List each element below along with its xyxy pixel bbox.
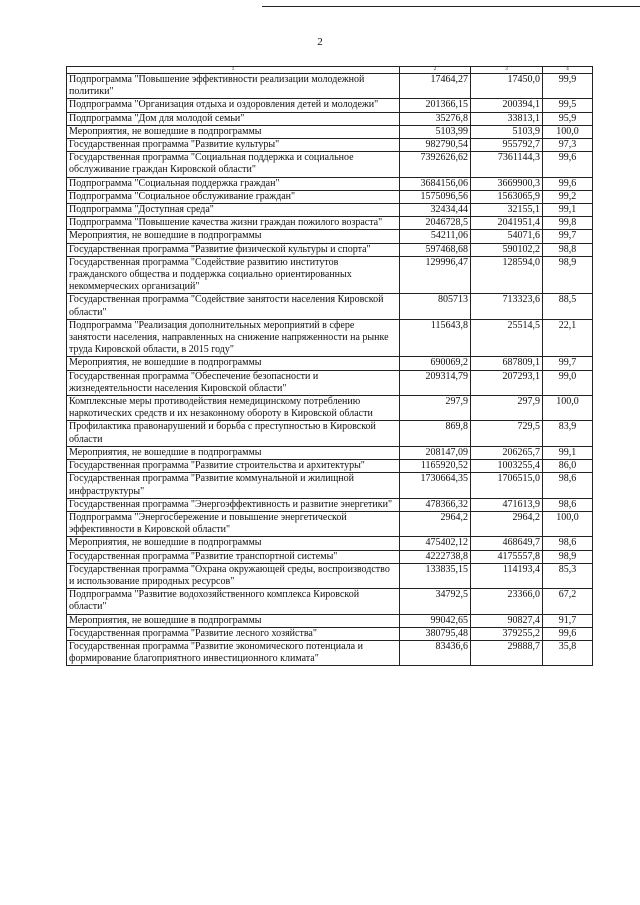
table-row <box>67 357 593 370</box>
row-name-cell: Подпрограмма "Социальное обслуживание граждан" <box>67 190 400 203</box>
row-name-cell: Государственная программа "Развитие экономического потенциала и формирование благоприятного инвестиционного климата" <box>67 640 400 665</box>
fact-amount-cell: 1706515,0 <box>471 473 543 498</box>
percent-cell: 100,0 <box>543 396 593 421</box>
top-rule <box>262 6 640 7</box>
percent-cell: 99,5 <box>543 99 593 112</box>
plan-amount-cell: 209314,79 <box>400 370 471 395</box>
percent-cell: 98,6 <box>543 473 593 498</box>
table-row <box>67 550 593 563</box>
row-name-cell: Подпрограмма "Доступная среда" <box>67 204 400 217</box>
percent-cell: 99,7 <box>543 357 593 370</box>
plan-amount-cell: 297,9 <box>400 396 471 421</box>
row-name-cell: Комплексные меры противодействия немедицинскому потреблению наркотических средств и их незаконному обороту в Кировской области <box>67 396 400 421</box>
table-row <box>67 256 593 294</box>
plan-amount-cell: 597468,68 <box>400 243 471 256</box>
plan-amount-cell: 17464,27 <box>400 74 471 99</box>
row-name-cell: Мероприятия, не вошедшие в подпрограммы <box>67 125 400 138</box>
fact-amount-cell: 713323,6 <box>471 294 543 319</box>
table-row <box>67 614 593 627</box>
fact-amount-cell: 3669900,3 <box>471 177 543 190</box>
fact-amount-cell: 729,5 <box>471 421 543 446</box>
fact-amount-cell: 590102,2 <box>471 243 543 256</box>
row-name-cell: Подпрограмма "Повышение эффективности реализации молодежной политики" <box>67 74 400 99</box>
row-name-cell: Государственная программа "Энергоэффективность и развитие энергетики" <box>67 498 400 511</box>
plan-amount-cell: 201366,15 <box>400 99 471 112</box>
fact-amount-cell: 687809,1 <box>471 357 543 370</box>
percent-cell: 91,7 <box>543 614 593 627</box>
fact-amount-cell: 23366,0 <box>471 589 543 614</box>
percent-cell: 98,6 <box>543 498 593 511</box>
percent-cell: 99,9 <box>543 74 593 99</box>
percent-cell: 22,1 <box>543 319 593 357</box>
table-row <box>67 74 593 99</box>
percent-cell: 98,9 <box>543 256 593 294</box>
table-row <box>67 99 593 112</box>
row-name-cell: Мероприятия, не вошедшие в подпрограммы <box>67 614 400 627</box>
row-name-cell: Подпрограмма "Развитие водохозяйственного комплекса Кировской области" <box>67 589 400 614</box>
fact-amount-cell: 2041951,4 <box>471 217 543 230</box>
row-name-cell: Государственная программа "Содействие развитию институтов гражданского общества и поддержка социально ориентированных некоммерческих организаций" <box>67 256 400 294</box>
percent-cell: 97,3 <box>543 139 593 152</box>
fact-amount-cell: 468649,7 <box>471 537 543 550</box>
percent-cell: 85,3 <box>543 563 593 588</box>
row-name-cell: Подпрограмма "Социальная поддержка граждан" <box>67 177 400 190</box>
table-row <box>67 243 593 256</box>
percent-cell: 99,1 <box>543 446 593 459</box>
percent-cell: 99,6 <box>543 177 593 190</box>
plan-amount-cell: 690069,2 <box>400 357 471 370</box>
column-number-row <box>67 67 593 74</box>
table-row <box>67 112 593 125</box>
plan-amount-cell: 32434,44 <box>400 204 471 217</box>
plan-amount-cell: 869,8 <box>400 421 471 446</box>
table-row <box>67 460 593 473</box>
fact-amount-cell: 54071,6 <box>471 230 543 243</box>
fact-amount-cell: 207293,1 <box>471 370 543 395</box>
row-name-cell: Государственная программа "Развитие культуры" <box>67 139 400 152</box>
table-row <box>67 217 593 230</box>
row-name-cell: Государственная программа "Развитие коммунальной и жилищной инфраструктуры" <box>67 473 400 498</box>
budget-execution-table <box>66 66 593 666</box>
table-row <box>67 204 593 217</box>
fact-amount-cell: 5103,9 <box>471 125 543 138</box>
plan-amount-cell: 2964,2 <box>400 511 471 536</box>
fact-amount-cell: 32155,1 <box>471 204 543 217</box>
percent-cell: 99,2 <box>543 190 593 203</box>
row-name-cell: Государственная программа "Обеспечение безопасности и жизнедеятельности населения Кировской области" <box>67 370 400 395</box>
plan-amount-cell: 1575096,56 <box>400 190 471 203</box>
plan-amount-cell: 478366,32 <box>400 498 471 511</box>
row-name-cell: Государственная программа "Развитие строительства и архитектуры" <box>67 460 400 473</box>
plan-amount-cell: 34792,5 <box>400 589 471 614</box>
table-row <box>67 177 593 190</box>
table-row <box>67 152 593 177</box>
fact-amount-cell: 29888,7 <box>471 640 543 665</box>
row-name-cell: Профилактика правонарушений и борьба с преступностью в Кировской области <box>67 421 400 446</box>
row-name-cell: Подпрограмма "Дом для молодой семьи" <box>67 112 400 125</box>
percent-cell: 99,7 <box>543 230 593 243</box>
table-row <box>67 370 593 395</box>
row-name-cell: Мероприятия, не вошедшие в подпрограммы <box>67 537 400 550</box>
plan-amount-cell: 805713 <box>400 294 471 319</box>
fact-amount-cell: 90827,4 <box>471 614 543 627</box>
percent-cell: 98,9 <box>543 550 593 563</box>
fact-amount-cell: 955792,7 <box>471 139 543 152</box>
table-row <box>67 537 593 550</box>
fact-amount-cell: 379255,2 <box>471 627 543 640</box>
fact-amount-cell: 7361144,3 <box>471 152 543 177</box>
row-name-cell: Государственная программа "Социальная поддержка и социальное обслуживание граждан Кировской области" <box>67 152 400 177</box>
plan-amount-cell: 208147,09 <box>400 446 471 459</box>
percent-cell: 95,9 <box>543 112 593 125</box>
column-number: 1 <box>67 67 400 74</box>
row-name-cell: Государственная программа "Развитие физической культуры и спорта" <box>67 243 400 256</box>
plan-amount-cell: 99042,65 <box>400 614 471 627</box>
percent-cell: 99,6 <box>543 152 593 177</box>
plan-amount-cell: 35276,8 <box>400 112 471 125</box>
table-row <box>67 230 593 243</box>
row-name-cell: Подпрограмма "Реализация дополнительных мероприятий в сфере занятости населения, направленных на снижение напряженности на рынке труда Кировской области, в 2015 году" <box>67 319 400 357</box>
table-row <box>67 498 593 511</box>
percent-cell: 83,9 <box>543 421 593 446</box>
row-name-cell: Мероприятия, не вошедшие в подпрограммы <box>67 357 400 370</box>
plan-amount-cell: 982790,54 <box>400 139 471 152</box>
table-row <box>67 563 593 588</box>
fact-amount-cell: 17450,0 <box>471 74 543 99</box>
table-row <box>67 473 593 498</box>
page-number: 2 <box>317 36 323 48</box>
plan-amount-cell: 1165920,52 <box>400 460 471 473</box>
row-name-cell: Подпрограмма "Повышение качества жизни граждан пожилого возраста" <box>67 217 400 230</box>
row-name-cell: Мероприятия, не вошедшие в подпрограммы <box>67 230 400 243</box>
table-row <box>67 125 593 138</box>
percent-cell: 98,8 <box>543 243 593 256</box>
table-row <box>67 640 593 665</box>
fact-amount-cell: 25514,5 <box>471 319 543 357</box>
fact-amount-cell: 1563065,9 <box>471 190 543 203</box>
percent-cell: 100,0 <box>543 125 593 138</box>
plan-amount-cell: 3684156,06 <box>400 177 471 190</box>
plan-amount-cell: 380795,48 <box>400 627 471 640</box>
table-row <box>67 511 593 536</box>
table-row <box>67 190 593 203</box>
fact-amount-cell: 128594,0 <box>471 256 543 294</box>
fact-amount-cell: 471613,9 <box>471 498 543 511</box>
plan-amount-cell: 1730664,35 <box>400 473 471 498</box>
table-row <box>67 294 593 319</box>
percent-cell: 99,8 <box>543 217 593 230</box>
percent-cell: 99,0 <box>543 370 593 395</box>
plan-amount-cell: 54211,06 <box>400 230 471 243</box>
percent-cell: 100,0 <box>543 511 593 536</box>
table-row <box>67 627 593 640</box>
table-row <box>67 319 593 357</box>
fact-amount-cell: 297,9 <box>471 396 543 421</box>
plan-amount-cell: 7392626,62 <box>400 152 471 177</box>
percent-cell: 35,8 <box>543 640 593 665</box>
table-row <box>67 421 593 446</box>
plan-amount-cell: 115643,8 <box>400 319 471 357</box>
column-number: 4 <box>543 67 593 74</box>
row-name-cell: Подпрограмма "Организация отдыха и оздоровления детей и молодежи" <box>67 99 400 112</box>
percent-cell: 99,1 <box>543 204 593 217</box>
plan-amount-cell: 83436,6 <box>400 640 471 665</box>
row-name-cell: Государственная программа "Развитие лесного хозяйства" <box>67 627 400 640</box>
row-name-cell: Государственная программа "Охрана окружающей среды, воспроизводство и использование природных ресурсов" <box>67 563 400 588</box>
percent-cell: 99,6 <box>543 627 593 640</box>
row-name-cell: Государственная программа "Содействие занятости населения Кировской области" <box>67 294 400 319</box>
plan-amount-cell: 4222738,8 <box>400 550 471 563</box>
fact-amount-cell: 1003255,4 <box>471 460 543 473</box>
table-row <box>67 446 593 459</box>
table-row <box>67 589 593 614</box>
column-number: 3 <box>471 67 543 74</box>
plan-amount-cell: 133835,15 <box>400 563 471 588</box>
percent-cell: 88,5 <box>543 294 593 319</box>
row-name-cell: Государственная программа "Развитие транспортной системы" <box>67 550 400 563</box>
fact-amount-cell: 2964,2 <box>471 511 543 536</box>
plan-amount-cell: 5103,99 <box>400 125 471 138</box>
fact-amount-cell: 206265,7 <box>471 446 543 459</box>
percent-cell: 67,2 <box>543 589 593 614</box>
plan-amount-cell: 475402,12 <box>400 537 471 550</box>
plan-amount-cell: 2046728,5 <box>400 217 471 230</box>
fact-amount-cell: 33813,1 <box>471 112 543 125</box>
table-row <box>67 396 593 421</box>
table-row <box>67 139 593 152</box>
fact-amount-cell: 200394,1 <box>471 99 543 112</box>
percent-cell: 86,0 <box>543 460 593 473</box>
row-name-cell: Мероприятия, не вошедшие в подпрограммы <box>67 446 400 459</box>
fact-amount-cell: 4175557,8 <box>471 550 543 563</box>
percent-cell: 98,6 <box>543 537 593 550</box>
column-number: 2 <box>400 67 471 74</box>
row-name-cell: Подпрограмма "Энергосбережение и повышение энергетической эффективности в Кировской области" <box>67 511 400 536</box>
fact-amount-cell: 114193,4 <box>471 563 543 588</box>
plan-amount-cell: 129996,47 <box>400 256 471 294</box>
